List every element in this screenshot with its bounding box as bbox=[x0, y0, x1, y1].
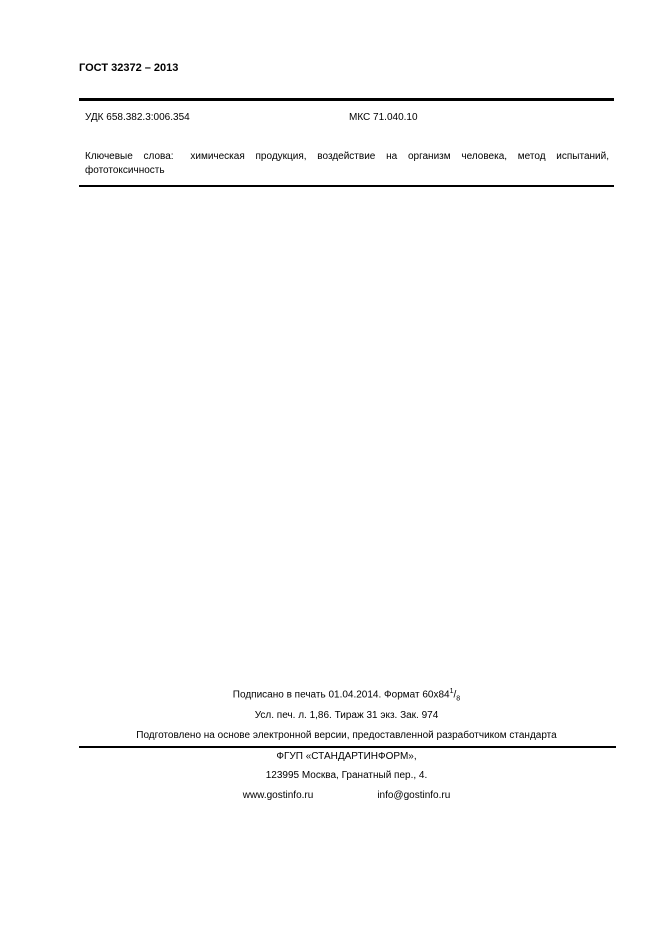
publisher-address: 123995 Москва, Гранатный пер., 4. bbox=[265, 770, 428, 781]
mks-code: МКС 71.040.10 bbox=[349, 112, 418, 123]
format-numerator: 1 bbox=[449, 688, 454, 695]
keywords-label: Ключевые слова: bbox=[85, 151, 174, 162]
signed-for-print bbox=[79, 688, 614, 702]
print-sheets: Усл. печ. л. 1,86. Тираж 31 экз. Зак. 974 bbox=[254, 710, 439, 721]
bottom-rule bbox=[79, 185, 614, 187]
top-rule bbox=[79, 98, 614, 101]
keywords-block bbox=[85, 150, 609, 178]
keywords-text: химическая продукция, воздействие на организм человека, метод испытаний, bbox=[190, 151, 609, 162]
signed-text: Подписано в печать 01.04.2014. Формат 60x84 bbox=[232, 689, 450, 701]
email-link[interactable]: info@gostinfo.ru bbox=[377, 790, 451, 801]
document-code: ГОСТ 32372 – 2013 bbox=[79, 62, 179, 74]
publisher-name: ФГУП «СТАНДАРТИНФОРМ», bbox=[276, 751, 417, 762]
prepared-note: Подготовлено на основе электронной версии, предоставленной разработчиком стандарта bbox=[136, 730, 557, 741]
udk-code: УДК 658.382.3:006.354 bbox=[85, 112, 190, 123]
imprint-rule bbox=[79, 746, 616, 748]
publisher-contacts bbox=[79, 790, 614, 801]
format-denominator: 8 bbox=[456, 695, 461, 703]
keywords-line-1 bbox=[85, 150, 609, 164]
keywords-line-2: фототоксичность bbox=[85, 165, 165, 176]
format-slash: / bbox=[453, 689, 457, 701]
website-link[interactable]: www.gostinfo.ru bbox=[242, 790, 314, 801]
